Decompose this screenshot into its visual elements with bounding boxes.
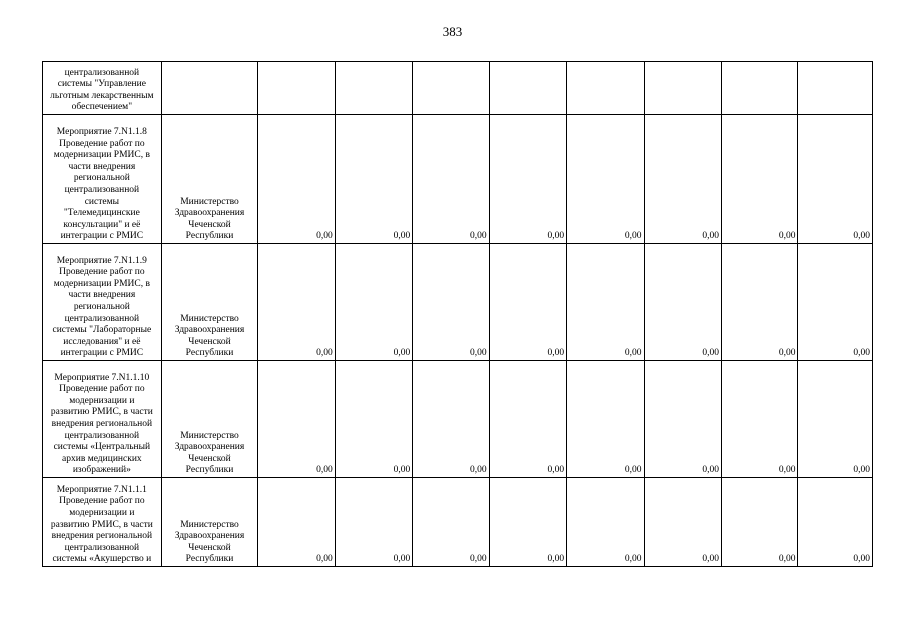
measure-name-text: Мероприятие 7.N1.1.8 Проведение работ по модернизации РМИС, в части внедрения региональной централизованной системы "Телемедицинские консультации" и её интеграции с РМИС [53, 127, 150, 242]
value-cell: 0,00 [722, 244, 798, 361]
value-cell: 0,00 [489, 244, 566, 361]
value-cell: 0,00 [335, 478, 412, 567]
value-cell: 0,00 [644, 115, 721, 244]
value-cell: 0,00 [413, 244, 489, 361]
value-cell: 0,00 [258, 478, 335, 567]
value-cell: 0,00 [335, 361, 412, 478]
measure-name-text: Мероприятие 7.N1.1.10 Проведение работ по модернизации и развитию РМИС, в части внедрения региональной централизованной системы «Центральный архив медицинских изображений» [50, 372, 153, 476]
value-cell: 0,00 [722, 478, 798, 567]
value-cell: 0,00 [798, 115, 873, 244]
value-cell: 0,00 [722, 361, 798, 478]
measure-name-cell [43, 244, 162, 361]
measure-name-text: Мероприятие 7.N1.1.1 Проведение работ по модернизации и развитию РМИС, в части внедрения региональной централизованной системы «Акушерство и [50, 484, 153, 565]
value-cell: 0,00 [798, 361, 873, 478]
executor-cell [161, 62, 258, 115]
executor-cell [161, 478, 258, 567]
table-row [43, 115, 873, 244]
executor-cell [161, 244, 258, 361]
value-cell: 0,00 [798, 244, 873, 361]
value-cell: 0,00 [567, 361, 644, 478]
value-cell: 0,00 [489, 478, 566, 567]
value-cell [567, 62, 644, 115]
value-cell: 0,00 [258, 244, 335, 361]
page-number: 383 [442, 24, 463, 39]
value-cell: 0,00 [644, 478, 721, 567]
executor-text: Министерство Здравоохранения Чеченской Республики [174, 519, 245, 565]
table-row [43, 62, 873, 115]
value-cell [489, 62, 566, 115]
measure-name-cell [43, 361, 162, 478]
value-cell: 0,00 [489, 115, 566, 244]
measure-name-cell [43, 62, 162, 115]
value-cell: 0,00 [567, 244, 644, 361]
table-row [43, 478, 873, 567]
budget-table [42, 61, 873, 567]
value-cell: 0,00 [644, 244, 721, 361]
value-cell: 0,00 [567, 115, 644, 244]
executor-text: Министерство Здравоохранения Чеченской Республики [174, 313, 245, 359]
value-cell: 0,00 [413, 478, 489, 567]
value-cell [413, 62, 489, 115]
value-cell: 0,00 [413, 115, 489, 244]
value-cell: 0,00 [722, 115, 798, 244]
value-cell: 0,00 [258, 115, 335, 244]
measure-name-text: Мероприятие 7.N1.1.9 Проведение работ по модернизации РМИС, в части внедрения региональной централизованной системы "Лабораторные исследования" и её интеграции с РМИС [52, 255, 152, 359]
value-cell [335, 62, 412, 115]
executor-cell [161, 115, 258, 244]
value-cell: 0,00 [258, 361, 335, 478]
measure-name-cell [43, 115, 162, 244]
executor-text: Министерство Здравоохранения Чеченской Республики [174, 196, 245, 242]
value-cell: 0,00 [798, 478, 873, 567]
executor-text: Министерство Здравоохранения Чеченской Республики [174, 430, 245, 476]
value-cell: 0,00 [413, 361, 489, 478]
value-cell: 0,00 [644, 361, 721, 478]
table-row [43, 361, 873, 478]
value-cell: 0,00 [335, 244, 412, 361]
value-cell: 0,00 [489, 361, 566, 478]
measure-name-cell [43, 478, 162, 567]
table-row [43, 244, 873, 361]
value-cell [644, 62, 721, 115]
value-cell: 0,00 [567, 478, 644, 567]
value-cell [258, 62, 335, 115]
value-cell [722, 62, 798, 115]
measure-name-text: централизованной системы "Управление льготным лекарственным обеспечением" [50, 67, 154, 113]
value-cell: 0,00 [335, 115, 412, 244]
executor-cell [161, 361, 258, 478]
value-cell [798, 62, 873, 115]
